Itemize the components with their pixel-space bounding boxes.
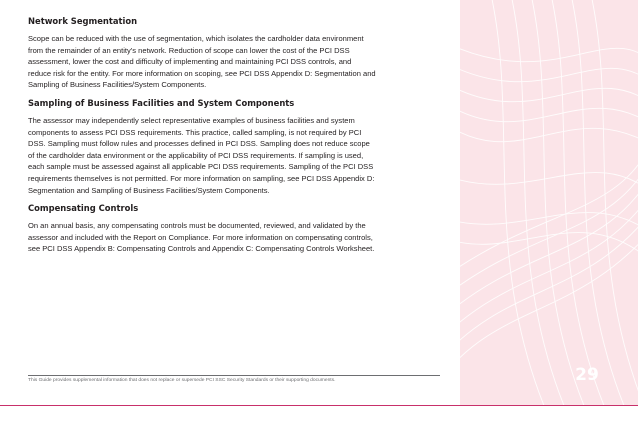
decorative-curves xyxy=(460,0,638,406)
paragraph-line: assessor and included with the Report on Compliance. For more information on compensating controls, xyxy=(28,232,373,242)
paragraph-line: requirements themselves is not permitted. For more information on sampling, see PCI DSS Appendix D: xyxy=(28,173,375,183)
page-number: 29 xyxy=(575,365,599,385)
decorative-sidebar xyxy=(460,0,638,406)
section-heading: Compensating Controls xyxy=(28,203,139,214)
section-heading: Network Segmentation xyxy=(28,16,138,26)
paragraph-line: Scope can be reduced with the use of segmentation, which isolates the cardholder data environment xyxy=(28,34,364,43)
section-sampling xyxy=(28,98,440,196)
paragraph-line: On an annual basis, any compensating controls must be documented, reviewed, and validated by the xyxy=(28,221,366,231)
paragraph-line: from the remainder of an entity’s network. Reduction of scope can lower the cost of the PCI DSS xyxy=(28,45,350,55)
paragraph-line: assessment, lower the cost and difficulty of implementing and maintaining PCI DSS controls, and xyxy=(28,57,352,67)
paragraph-line: The assessor may independently select representative examples of business facilities and system xyxy=(28,115,355,125)
section-network-segmentation xyxy=(28,16,440,91)
paragraph-line: components to assess PCI DSS requirements. This practice, called sampling, is not required by PCI xyxy=(28,127,362,137)
footer-disclaimer: This Guide provides supplemental information that does not replace or supersede PCI SSC Security Standards or their supporting documents. xyxy=(28,378,336,383)
paragraph-line: see PCI DSS Appendix B: Compensating Controls and Appendix C: Compensating Controls Worksheet. xyxy=(28,244,375,254)
footer-divider xyxy=(28,375,440,376)
bottom-accent-rule xyxy=(0,405,638,406)
paragraph-line: each sample must be assessed against all applicable PCI DSS requirements. Sampling of the PCI DSS xyxy=(28,162,374,172)
paragraph-line: Segmentation and Sampling of Business Facilities/System Components. xyxy=(28,185,270,195)
section-compensating-controls xyxy=(28,203,440,255)
main-content xyxy=(28,16,440,262)
section-heading: Sampling of Business Facilities and System Components xyxy=(28,97,295,108)
paragraph-line: DSS. Sampling must follow rules and processes defined in PCI DSS. Sampling does not reduce scope xyxy=(28,139,370,149)
paragraph-line: reduce risk for the entity. For more information on scoping, see PCI DSS Appendix D: Segmentation and xyxy=(28,68,376,78)
paragraph-line: of the cardholder data environment or the applicability of PCI DSS requirements. If sampling is used, xyxy=(28,150,364,160)
paragraph-line: Sampling of Business Facilities/System Components. xyxy=(28,80,207,90)
